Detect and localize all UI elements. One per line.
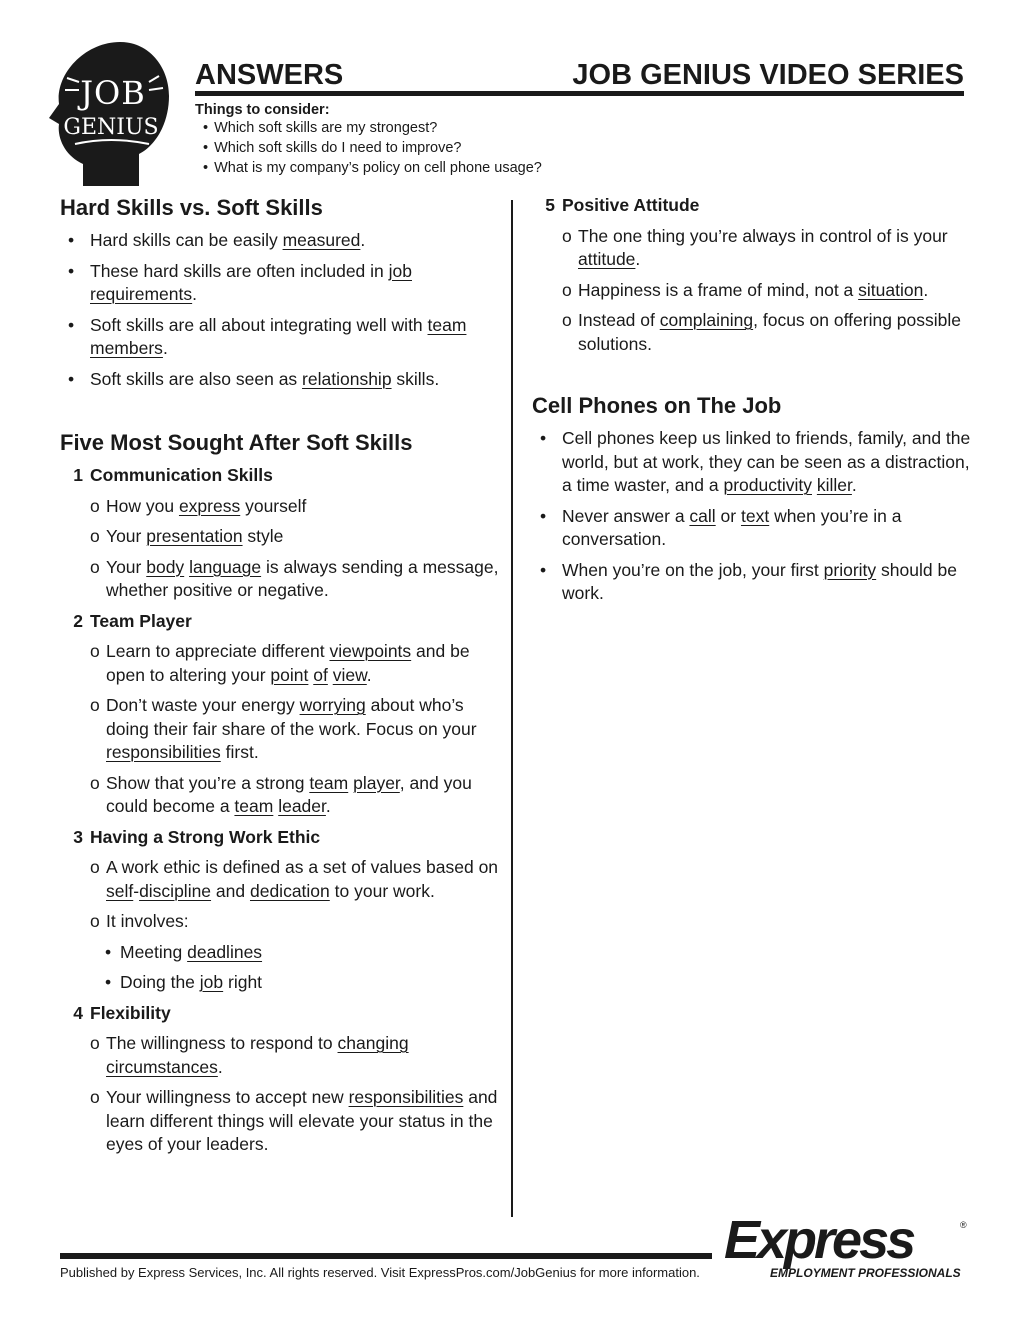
bullet-item: • Never answer a call or text when you’re in a conversation. [532,505,972,552]
footer-text: Published by Express Services, Inc. All rights reserved. Visit ExpressPros.com/JobGenius for more information. [60,1265,700,1280]
series-title: JOB GENIUS VIDEO SERIES [572,59,964,91]
skill-heading: 5 Positive Attitude [545,195,700,215]
answer-word: team [234,796,274,816]
answer-word: body [146,556,185,577]
sub-item: o Your presentation style [60,525,500,549]
answer-word: job [199,972,224,992]
sub-item: o Show that you’re a strong team player, and you could become a team leader. [60,772,500,819]
answer-word: language [189,556,262,577]
skill-heading: 2 Team Player [73,610,192,631]
answer-word: view [332,664,367,685]
answer-word: express [178,495,241,516]
sub-item: o Happiness is a frame of mind, not a situation. [532,279,972,303]
skill-heading: 4 Flexibility [73,1002,171,1023]
answer-word: deadlines [187,941,263,962]
answer-word: self [106,880,134,901]
answer-word: call [689,505,716,526]
page-header [195,55,964,178]
answer-word: members [90,338,163,358]
answer-word: changing [337,1033,409,1053]
answer-word: situation [858,279,924,300]
sub-item: o Don’t waste your energy worrying about who’s doing their fair share of the work. Focus on your responsibilities first. [60,694,500,765]
sub-item: o Your willingness to accept new responsibilities and learn different things will elevate your status in the eyes of your leaders. [60,1086,500,1157]
answer-word: attitude [578,249,636,269]
left-column [60,194,500,1157]
brand-registered-mark: ® [960,1220,967,1230]
answer-word: relationship [302,368,392,389]
head-silhouette-icon [49,42,169,186]
bullet-item: • Soft skills are also seen as relationship skills. [60,368,500,392]
bullet-item: • When you’re on the job, your first priority should be work. [532,559,972,606]
things-to-consider [195,102,964,178]
answer-word: discipline [139,880,212,901]
skill-heading: 3 Having a Strong Work Ethic [73,826,321,847]
consider-list [195,118,964,178]
answer-word: viewpoints [329,641,412,661]
logo-genius-text: GENIUS [63,115,159,140]
skill-heading: 1 Communication Skills [73,465,273,485]
cell-phones-heading: Cell Phones on The Job [532,393,782,418]
footer-rule [60,1253,712,1259]
answer-word: productivity [723,475,812,495]
answer-word: requirements [90,284,193,304]
answer-word: leader [278,796,326,816]
answer-word: team [309,772,349,793]
column-divider [511,200,513,1217]
sub-item: o Learn to appreciate different viewpoints and be open to altering your point of view. [60,640,500,687]
brand-name: Express [724,1212,914,1270]
consider-item: • Which soft skills are my strongest? [203,118,964,138]
bullet-item: • Soft skills are all about integrating well with team members. [60,314,500,361]
sub-item: o The willingness to respond to changing circumstances. [60,1032,500,1079]
answer-word: team [427,314,467,335]
answer-word: of [313,664,328,685]
sub-item: o The one thing you’re always in control of is your attitude. [532,225,972,272]
sub-item: o Instead of complaining, focus on offering possible solutions. [532,309,972,356]
answer-word: job [388,260,412,281]
consider-item: • What is my company’s policy on cell phone usage? [203,158,964,178]
answers-title: ANSWERS [195,59,344,91]
answer-word: responsibilities [348,1087,464,1107]
bullet-item: • Hard skills can be easily measured. [60,229,500,253]
consider-title: Things to consider: [195,102,330,118]
consider-item: • Which soft skills do I need to improve? [203,138,964,158]
express-logo [722,1212,972,1282]
answer-word: worrying [299,695,366,715]
hard-vs-soft-heading: Hard Skills vs. Soft Skills [60,195,323,220]
answer-word: killer [816,475,852,495]
brand-tagline: EMPLOYMENT PROFESSIONALS [770,1266,961,1280]
answer-word: measured [282,230,361,250]
answer-word: circumstances [106,1056,218,1077]
sub-item: o Your body language is always sending a message, whether positive or negative. [60,556,500,603]
answer-word: priority [823,559,877,580]
header-title-row [195,55,964,96]
job-genius-logo [45,38,170,188]
sub-item: o How you express yourself [60,495,500,519]
sub-item: o A work ethic is defined as a set of values based on self-discipline and dedication to your work. [60,856,500,903]
answer-word: point [270,664,309,685]
five-skills-heading: Five Most Sought After Soft Skills [60,430,413,455]
logo-job-text: JOB [80,74,146,112]
right-column [532,194,972,606]
answer-word: presentation [146,526,243,546]
answer-word: player [353,772,400,793]
answer-word: text [740,505,770,526]
answer-word: dedication [249,880,330,901]
answer-word: complaining [659,310,754,330]
sub-sub-item: • Meeting deadlines [60,941,500,965]
sub-sub-item: • Doing the job right [60,971,500,995]
bullet-item: • Cell phones keep us linked to friends, family, and the world, but at work, they can be seen as a distraction, a time waster, and a productivity killer. [532,427,972,498]
answer-word: responsibilities [106,742,221,762]
sub-item: o It involves: [60,910,500,934]
bullet-item: • These hard skills are often included in job requirements. [60,260,500,307]
